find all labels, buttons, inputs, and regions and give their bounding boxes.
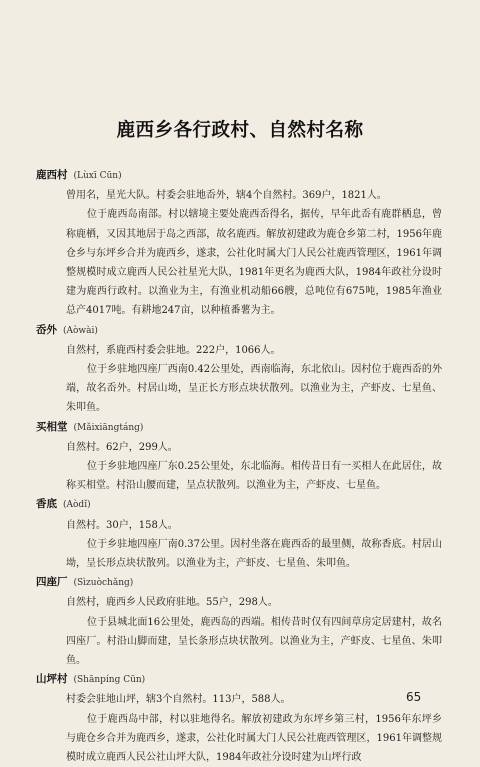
entry-paragraph: 自然村，系鹿西村委会驻地。222户，1066人。 — [66, 344, 281, 356]
entry-name: 岙外 — [36, 323, 57, 336]
entry-aowai — [36, 321, 442, 418]
entry-paragraph: 村委会驻地山坪，辖3个自然村。113户，588人。 — [66, 694, 291, 706]
entry-paragraph: 位于鹿西岛南部。村以辖境主要处鹿西岙得名，据传，早年此岙有鹿群栖息，曾称鹿栖，又因其地居于岛之西部，故名鹿西。解放初建政为鹿仓乡第二村，1956年鹿仓乡与东坪乡合并为鹿西乡，遂隶，公社化时属大门人民公社鹿西管理区，1961年调整规模时成立鹿西人民公社星光大队，1981年更名为鹿西大队，1984年政社分设时建为鹿西行政村。以渔业为主，有渔业机动船66艘，总吨位有675吨，1985年渔业总产4017吨。有耕地247亩，以种植番薯为主。 — [66, 209, 442, 317]
page-title: 鹿西乡各行政村、自然村名称 — [116, 120, 364, 141]
entry-pinyin: (Aòwài) — [63, 325, 98, 336]
entry-paragraph: 曾用名，星光大队。村委会驻地岙外，辖4个自然村。369户，1821人。 — [66, 190, 387, 202]
entry-maixiangtang — [36, 418, 442, 496]
entry-paragraph: 位于乡驻地四座厂东0.25公里处，东北临海。相传昔日有一买相人在此居住，故称买相堂。村沿山腰而建，呈点状散列。以渔业为主，产虾皮、七星鱼。 — [66, 461, 442, 492]
entry-name: 买相堂 — [36, 420, 68, 433]
entry-pinyin: (Mǎixiāngtáng) — [73, 422, 144, 433]
entry-pinyin: (Shānpíng Cūn) — [73, 675, 146, 686]
entry-paragraph: 自然村，鹿西乡人民政府驻地。55户，298人。 — [66, 597, 278, 609]
entry-paragraph: 位于乡驻地四座厂西南0.42公里处，西南临海，东北依山。因村位于鹿西岙的外端，故名岙外。村居山坳，呈正长方形点块状散列。以渔业为主，产虾皮、七星鱼、朱叩鱼。 — [66, 364, 442, 414]
entry-pinyin: (Aòdǐ) — [63, 500, 91, 511]
entry-paragraph: 自然村。62户，299人。 — [66, 441, 178, 453]
entry-heading — [36, 670, 442, 690]
entry-heading — [36, 573, 442, 593]
entry-name: 山坪村 — [36, 673, 68, 686]
entry-heading — [36, 321, 442, 341]
entry-heading — [36, 418, 442, 438]
entry-heading — [36, 495, 442, 515]
entry-pinyin: (Sìzuòchǎng) — [73, 578, 134, 589]
bleed-through-text — [0, 42, 480, 122]
page-number: 65 — [406, 690, 422, 704]
entry-shanping-village — [36, 670, 442, 767]
entry-paragraph: 自然村。30户，158人。 — [66, 519, 178, 531]
entry-paragraph: 位于乡驻地四座厂南0.37公里。因村坐落在鹿西岙的最里侧，故称香底。村居山坳，呈长形点块状散列。以渔业为主，产虾皮、七星鱼、朱叩鱼。 — [66, 538, 442, 570]
entry-paragraph: 位于鹿西岛中部，村以驻地得名。解放初建政为东坪乡第三村，1956年东坪乡与鹿仓乡合并为鹿西乡，遂隶，公社化时属大门人民公社鹿西管理区，1961年调整规模时成立鹿西人民公社山坪大队，1984年政社分设时建为山坪行政 — [66, 713, 442, 764]
entry-pinyin: (Lùxī Cūn) — [73, 171, 122, 181]
entry-xiangdi — [36, 495, 442, 573]
entry-luxi-village — [36, 166, 442, 321]
entry-heading — [36, 166, 442, 186]
entry-name: 四座厂 — [36, 576, 68, 589]
entry-sizuochang — [36, 573, 442, 670]
entry-name: 鹿西村 — [36, 169, 68, 181]
entries-list — [36, 166, 442, 767]
entry-name: 香底 — [36, 498, 57, 511]
entry-paragraph: 位于县城北面16公里处，鹿西岛的西端。相传昔时仅有四间草房定居建村，故名四座厂。村沿山脚而建，呈长条形点块状散列。以渔业为主，产虾皮、七星鱼、朱叩鱼。 — [66, 616, 442, 667]
